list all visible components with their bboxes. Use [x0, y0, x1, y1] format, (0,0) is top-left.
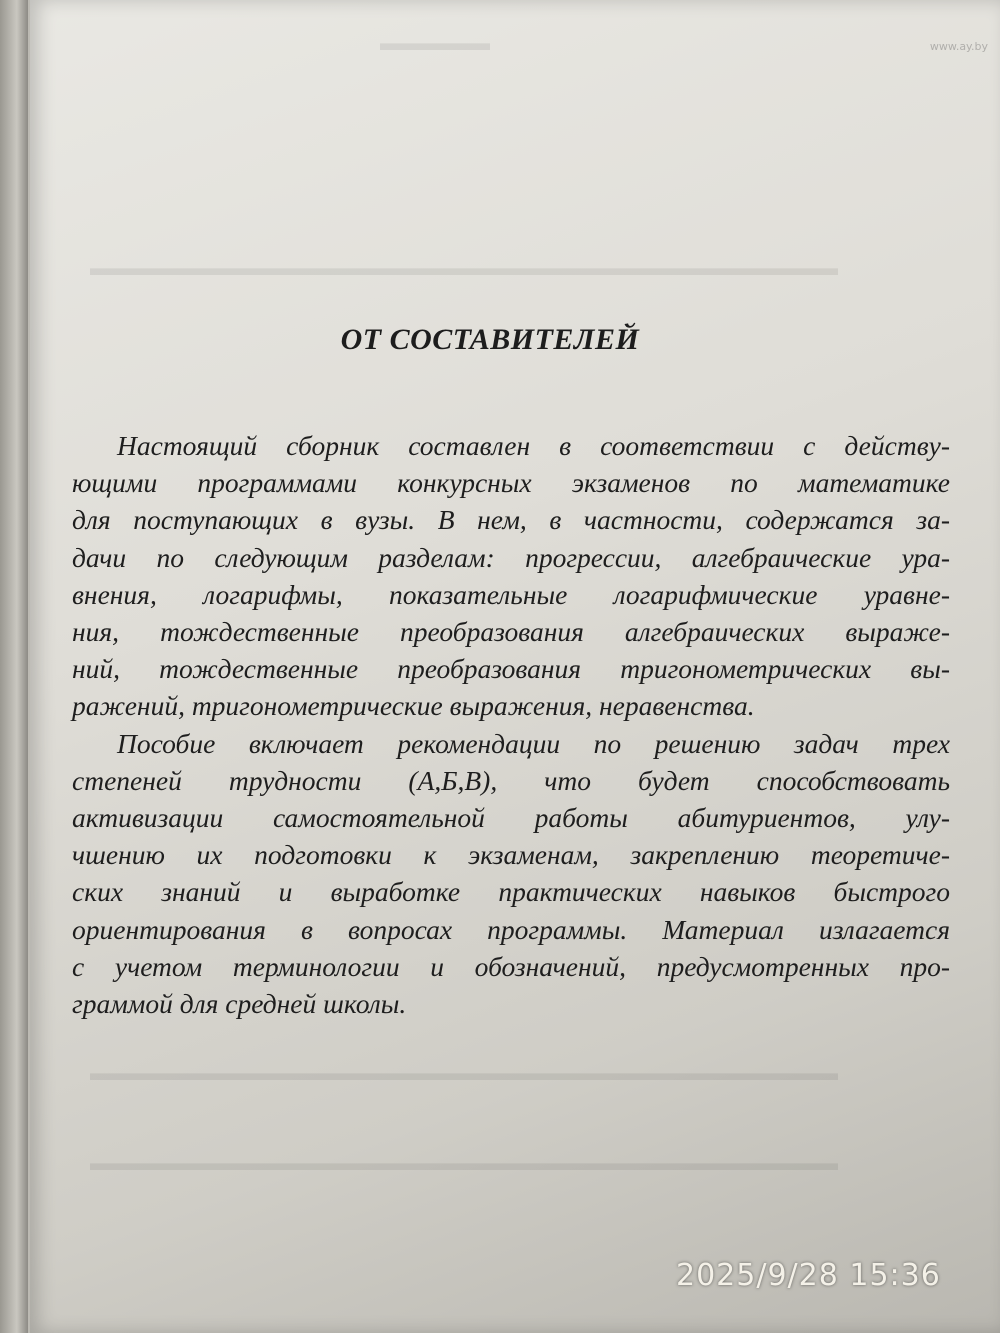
page-title: [0, 323, 1000, 357]
text-line: ских знаний и выработке практических навыков быстрого: [72, 876, 950, 908]
page-title-text: ОТ СОСТАВИТЕЛЕЙ: [340, 323, 640, 356]
text-line: ориентирования в вопросах программы. Материал излагается: [72, 913, 950, 945]
site-watermark: www.ay.by: [929, 40, 988, 53]
bleed-through-text: ▬▬▬▬▬▬▬▬▬▬▬▬▬▬▬▬▬▬▬▬▬▬▬▬▬▬▬▬▬▬▬▬▬▬: [90, 1060, 838, 1085]
text-line: ющими программами конкурсных экзаменов по математике: [72, 467, 950, 499]
text-line: чшению их подготовки к экзаменам, закреплению теоретиче-: [72, 839, 950, 871]
preface-text: [72, 427, 950, 1022]
text-line: Пособие включает рекомендации по решению задач трех: [117, 727, 950, 759]
text-line: Настоящий сборник составлен в соответствии с действу-: [117, 430, 950, 461]
text-line: ния, тождественные преобразования алгебраических выраже-: [72, 616, 950, 648]
text-line: с учетом терминологии и обозначений, предусмотренных про-: [72, 950, 950, 982]
text-line: ний, тождественные преобразования тригонометрических вы-: [72, 653, 950, 685]
text-line: степеней трудности (А,Б,В), что будет способствовать: [72, 764, 950, 796]
bleed-through-text: ▬▬▬▬▬▬▬▬▬▬▬▬▬▬▬▬▬▬▬▬▬▬▬▬▬▬▬▬▬▬▬▬▬▬: [90, 255, 838, 280]
adjacent-page-edge: [0, 0, 28, 1333]
text-line: дачи по следующим разделам: прогрессии, алгебраические ура-: [72, 541, 950, 573]
paragraph-2: [72, 725, 950, 1023]
text-line: ражений, тригонометрические выражения, неравенства.: [72, 690, 755, 722]
text-line: активизации самостоятельной работы абитуриентов, улу-: [72, 802, 950, 834]
text-line: граммой для средней школы.: [72, 988, 407, 1020]
text-line: для поступающих в вузы. В нем, в частности, содержатся за-: [72, 504, 950, 536]
bleed-through-text: ▬▬▬▬▬▬▬▬▬▬▬▬▬▬▬▬▬▬▬▬▬▬▬▬▬▬▬▬▬▬▬▬▬▬: [90, 1150, 838, 1175]
photo-timestamp: 2025/9/28 15:36: [676, 1258, 941, 1293]
text-line: внения, логарифмы, показательные логарифмические уравне-: [72, 578, 950, 610]
bleed-through-text: ▬▬▬▬▬: [380, 30, 490, 55]
paragraph-1: [72, 427, 950, 725]
